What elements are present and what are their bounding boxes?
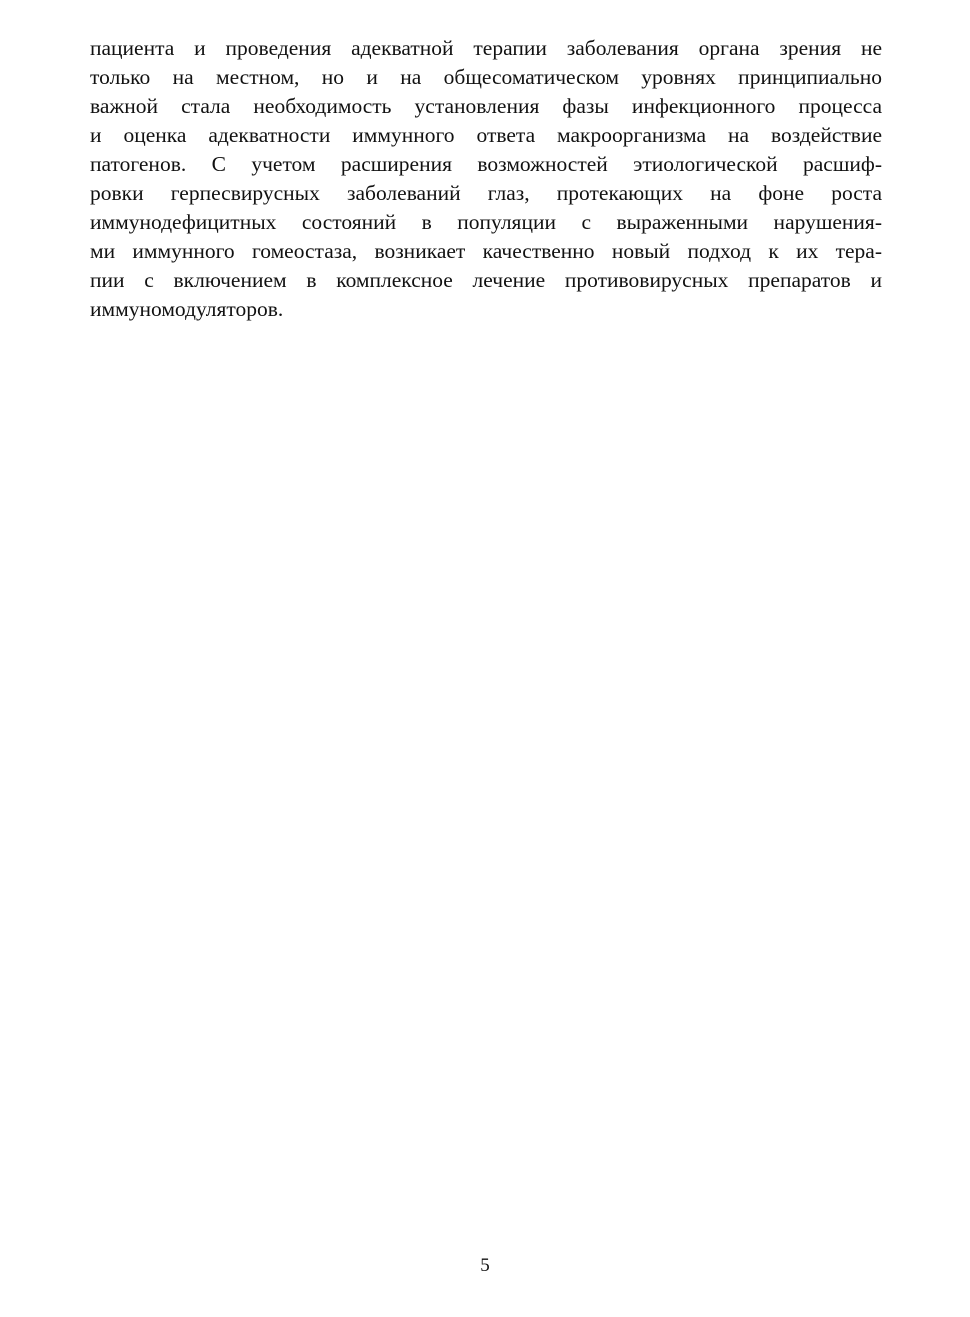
paragraph-line: ровки герпесвирусных заболеваний глаз, протекающих на фоне роста xyxy=(90,181,882,205)
paragraph-line: патогенов. С учетом расширения возможностей этиологической расшиф- xyxy=(90,152,882,176)
paragraph-line: ми иммунного гомеостаза, возникает качественно новый подход к их тера- xyxy=(90,239,882,263)
paragraph-line: пациента и проведения адекватной терапии заболевания органа зрения не xyxy=(90,36,882,60)
paragraph-line: важной стала необходимость установления фазы инфекционного процесса xyxy=(90,94,882,118)
paragraph-line: иммунодефицитных состояний в популяции с выраженными нарушения- xyxy=(90,210,882,234)
paragraph-line: и оценка адекватности иммунного ответа макроорганизма на воздействие xyxy=(90,123,882,147)
paragraph-line: пии с включением в комплексное лечение противовирусных препаратов и xyxy=(90,268,882,292)
paragraph-line: иммуномодуляторов. xyxy=(90,297,284,321)
page-number: 5 xyxy=(480,1255,490,1276)
body-paragraph xyxy=(90,34,882,324)
paragraph-line: только на местном, но и на общесоматическом уровнях принципиально xyxy=(90,65,882,89)
